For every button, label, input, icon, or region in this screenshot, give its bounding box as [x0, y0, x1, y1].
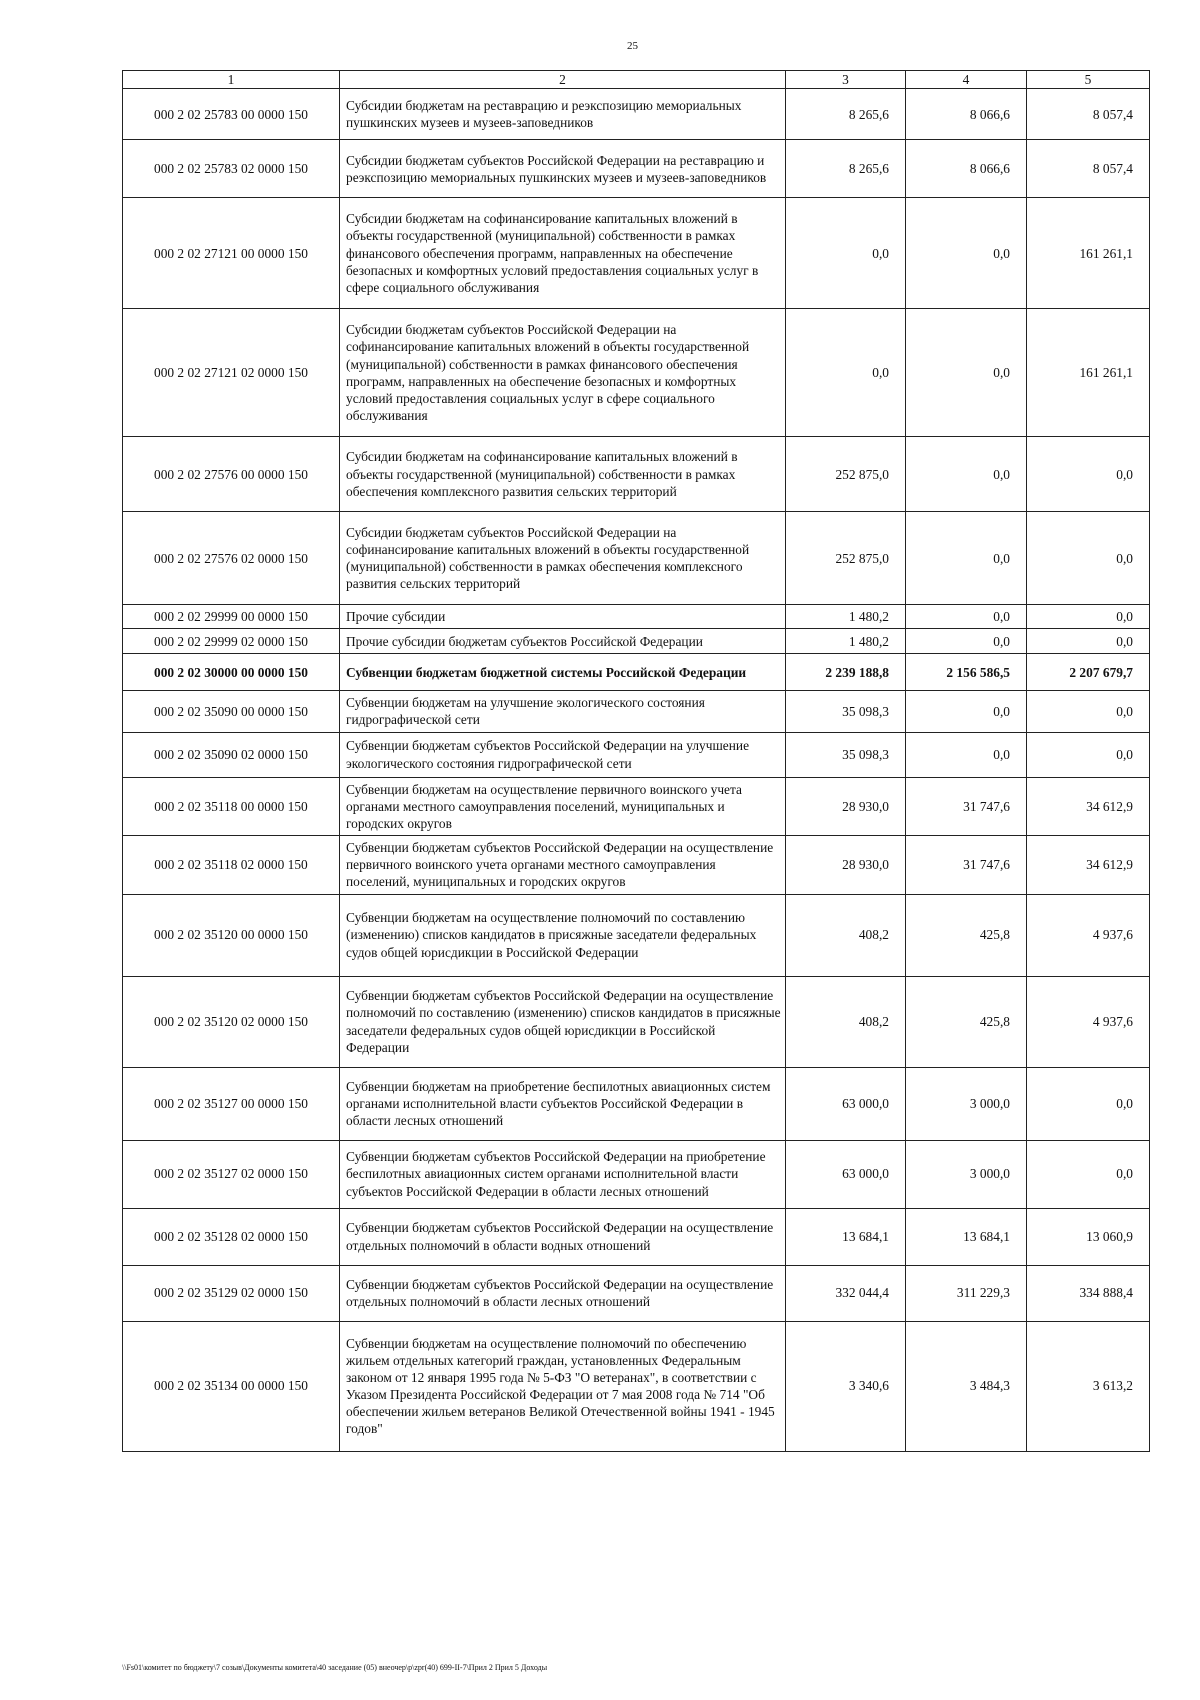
- row-code: 000 2 02 35120 02 0000 150: [123, 976, 340, 1067]
- header-col-1: 1: [123, 71, 340, 89]
- table-row: [123, 512, 1150, 605]
- row-code: 000 2 02 29999 02 0000 150: [123, 629, 340, 654]
- row-code: 000 2 02 35127 00 0000 150: [123, 1067, 340, 1140]
- row-code: 000 2 02 35120 00 0000 150: [123, 894, 340, 976]
- footer-file-path: \\Fs01\комитет по бюджету\7 созыв\Документы комитета\40 заседание (05) внеочер\р\zpr(40) 699-II-7\Прил 2 Прил 5 Доходы: [122, 1663, 548, 1672]
- header-col-2: 2: [340, 71, 786, 89]
- row-code: 000 2 02 30000 00 0000 150: [123, 654, 340, 691]
- row-value-col4: 2 156 586,5: [906, 654, 1027, 691]
- row-value-col5: 334 888,4: [1027, 1265, 1150, 1321]
- row-value-col5: 0,0: [1027, 629, 1150, 654]
- table-row: [123, 1067, 1150, 1140]
- row-value-col4: 3 000,0: [906, 1067, 1027, 1140]
- row-value-col5: 161 261,1: [1027, 198, 1150, 309]
- table-row: [123, 1140, 1150, 1208]
- row-value-col4: 13 684,1: [906, 1208, 1027, 1265]
- row-value-col5: 34 612,9: [1027, 836, 1150, 894]
- row-name: Субвенции бюджетам на осуществление полномочий по обеспечению жильем отдельных категорий граждан, установленных Федеральным законом от 12 января 1995 года № 5-ФЗ "О ветеранах", в соответствии с Указом Президента Российской Федерации от 7 мая 2008 года № 714 "Об обеспечении жильем ветеранов Великой Отечественной войны 1941 - 1945 годов": [340, 1321, 786, 1451]
- row-value-col4: 8 066,6: [906, 89, 1027, 140]
- row-code: 000 2 02 35090 00 0000 150: [123, 691, 340, 732]
- row-value-col4: 0,0: [906, 437, 1027, 512]
- table-row: [123, 89, 1150, 140]
- row-value-col3: 28 930,0: [786, 836, 906, 894]
- table-row: [123, 654, 1150, 691]
- row-value-col4: 0,0: [906, 732, 1027, 777]
- row-value-col5: 13 060,9: [1027, 1208, 1150, 1265]
- row-code: 000 2 02 27576 00 0000 150: [123, 437, 340, 512]
- row-value-col3: 63 000,0: [786, 1140, 906, 1208]
- row-value-col4: 311 229,3: [906, 1265, 1027, 1321]
- row-value-col5: 0,0: [1027, 605, 1150, 629]
- row-name: Субсидии бюджетам на софинансирование капитальных вложений в объекты государственной (муниципальной) собственности в рамках финансового обеспечения программ, направленных на обеспечение безопасных и комфортных условий предоставления социальных услуг в сфере социального обслуживания: [340, 198, 786, 309]
- row-value-col5: 34 612,9: [1027, 777, 1150, 835]
- row-code: 000 2 02 27121 00 0000 150: [123, 198, 340, 309]
- row-value-col5: 8 057,4: [1027, 140, 1150, 198]
- row-value-col3: 408,2: [786, 976, 906, 1067]
- row-value-col5: 3 613,2: [1027, 1321, 1150, 1451]
- row-value-col4: 8 066,6: [906, 140, 1027, 198]
- row-value-col4: 0,0: [906, 309, 1027, 437]
- row-value-col4: 3 000,0: [906, 1140, 1027, 1208]
- row-value-col3: 252 875,0: [786, 437, 906, 512]
- row-value-col5: 161 261,1: [1027, 309, 1150, 437]
- row-value-col5: 0,0: [1027, 691, 1150, 732]
- row-value-col4: 31 747,6: [906, 777, 1027, 835]
- row-name: Субвенции бюджетам субъектов Российской Федерации на осуществление отдельных полномочий в области лесных отношений: [340, 1265, 786, 1321]
- row-code: 000 2 02 29999 00 0000 150: [123, 605, 340, 629]
- row-name: Субвенции бюджетам субъектов Российской Федерации на осуществление первичного воинского учета органами местного самоуправления поселений, муниципальных и городских округов: [340, 836, 786, 894]
- row-name: Субвенции бюджетам субъектов Российской Федерации на улучшение экологического состояния гидрографической сети: [340, 732, 786, 777]
- table-row: [123, 140, 1150, 198]
- row-value-col3: 8 265,6: [786, 140, 906, 198]
- table-row: [123, 629, 1150, 654]
- header-col-5: 5: [1027, 71, 1150, 89]
- row-name: Субвенции бюджетам бюджетной системы Российской Федерации: [340, 654, 786, 691]
- row-value-col4: 0,0: [906, 629, 1027, 654]
- row-value-col3: 35 098,3: [786, 732, 906, 777]
- row-code: 000 2 02 35128 02 0000 150: [123, 1208, 340, 1265]
- row-name: Субвенции бюджетам субъектов Российской Федерации на осуществление отдельных полномочий в области водных отношений: [340, 1208, 786, 1265]
- row-value-col4: 31 747,6: [906, 836, 1027, 894]
- row-value-col3: 1 480,2: [786, 629, 906, 654]
- row-code: 000 2 02 35127 02 0000 150: [123, 1140, 340, 1208]
- row-value-col5: 2 207 679,7: [1027, 654, 1150, 691]
- row-value-col4: 0,0: [906, 605, 1027, 629]
- row-code: 000 2 02 27576 02 0000 150: [123, 512, 340, 605]
- revenue-table: [122, 70, 1150, 1452]
- row-value-col5: 0,0: [1027, 437, 1150, 512]
- row-code: 000 2 02 25783 00 0000 150: [123, 89, 340, 140]
- table-row: [123, 732, 1150, 777]
- row-value-col4: 3 484,3: [906, 1321, 1027, 1451]
- row-value-col4: 425,8: [906, 976, 1027, 1067]
- column-number-header: [123, 71, 1150, 89]
- row-value-col5: 0,0: [1027, 732, 1150, 777]
- row-value-col3: 8 265,6: [786, 89, 906, 140]
- row-name: Прочие субсидии: [340, 605, 786, 629]
- row-name: Субвенции бюджетам на осуществление первичного воинского учета органами местного самоуправления поселений, муниципальных и городских округов: [340, 777, 786, 835]
- row-value-col3: 332 044,4: [786, 1265, 906, 1321]
- row-code: 000 2 02 35090 02 0000 150: [123, 732, 340, 777]
- row-name: Субсидии бюджетам на софинансирование капитальных вложений в объекты государственной (муниципальной) собственности в рамках обеспечения комплексного развития сельских территорий: [340, 437, 786, 512]
- table-row: [123, 198, 1150, 309]
- row-value-col5: 0,0: [1027, 1067, 1150, 1140]
- table-row: [123, 309, 1150, 437]
- row-name: Субвенции бюджетам на приобретение беспилотных авиационных систем органами исполнительной власти субъектов Российской Федерации в области лесных отношений: [340, 1067, 786, 1140]
- row-name: Субсидии бюджетам на реставрацию и реэкспозицию мемориальных пушкинских музеев и музеев-заповедников: [340, 89, 786, 140]
- table-row: [123, 691, 1150, 732]
- row-value-col3: 1 480,2: [786, 605, 906, 629]
- row-code: 000 2 02 35129 02 0000 150: [123, 1265, 340, 1321]
- row-value-col3: 2 239 188,8: [786, 654, 906, 691]
- row-code: 000 2 02 35118 00 0000 150: [123, 777, 340, 835]
- row-name: Субвенции бюджетам субъектов Российской Федерации на осуществление полномочий по составлению (изменению) списков кандидатов в присяжные заседатели федеральных судов общей юрисдикции в Российской Федерации: [340, 976, 786, 1067]
- row-code: 000 2 02 35118 02 0000 150: [123, 836, 340, 894]
- row-value-col4: 425,8: [906, 894, 1027, 976]
- row-value-col5: 4 937,6: [1027, 894, 1150, 976]
- row-value-col4: 0,0: [906, 512, 1027, 605]
- table-row: [123, 777, 1150, 835]
- table-row: [123, 976, 1150, 1067]
- row-value-col3: 0,0: [786, 309, 906, 437]
- row-name: Субсидии бюджетам субъектов Российской Федерации на реставрацию и реэкспозицию мемориальных пушкинских музеев и музеев-заповедников: [340, 140, 786, 198]
- row-value-col3: 3 340,6: [786, 1321, 906, 1451]
- row-name: Субсидии бюджетам субъектов Российской Федерации на софинансирование капитальных вложений в объекты государственной (муниципальной) собственности в рамках обеспечения комплексного развития сельских территорий: [340, 512, 786, 605]
- header-col-3: 3: [786, 71, 906, 89]
- table-row: [123, 894, 1150, 976]
- row-value-col5: 8 057,4: [1027, 89, 1150, 140]
- row-value-col5: 0,0: [1027, 512, 1150, 605]
- table-row: [123, 437, 1150, 512]
- row-value-col3: 408,2: [786, 894, 906, 976]
- row-value-col3: 63 000,0: [786, 1067, 906, 1140]
- page-number: 25: [627, 40, 638, 52]
- row-name: Субвенции бюджетам субъектов Российской Федерации на приобретение беспилотных авиационных систем органами исполнительной власти субъектов Российской Федерации в области лесных отношений: [340, 1140, 786, 1208]
- header-col-4: 4: [906, 71, 1027, 89]
- row-value-col3: 0,0: [786, 198, 906, 309]
- row-code: 000 2 02 27121 02 0000 150: [123, 309, 340, 437]
- table-row: [123, 1321, 1150, 1451]
- row-value-col3: 28 930,0: [786, 777, 906, 835]
- row-code: 000 2 02 25783 02 0000 150: [123, 140, 340, 198]
- table-row: [123, 1265, 1150, 1321]
- table-body: [123, 89, 1150, 1451]
- row-value-col3: 13 684,1: [786, 1208, 906, 1265]
- row-name: Субвенции бюджетам на осуществление полномочий по составлению (изменению) списков кандидатов в присяжные заседатели федеральных судов общей юрисдикции в Российской Федерации: [340, 894, 786, 976]
- row-value-col3: 252 875,0: [786, 512, 906, 605]
- table-row: [123, 836, 1150, 894]
- row-name: Субвенции бюджетам на улучшение экологического состояния гидрографической сети: [340, 691, 786, 732]
- row-name: Субсидии бюджетам субъектов Российской Федерации на софинансирование капитальных вложений в объекты государственной (муниципальной) собственности в рамках финансового обеспечения программ, направленных на обеспечение безопасных и комфортных условий предоставления социальных услуг в сфере социального обслуживания: [340, 309, 786, 437]
- table-row: [123, 1208, 1150, 1265]
- row-value-col4: 0,0: [906, 198, 1027, 309]
- row-value-col5: 0,0: [1027, 1140, 1150, 1208]
- row-value-col4: 0,0: [906, 691, 1027, 732]
- table-row: [123, 605, 1150, 629]
- row-code: 000 2 02 35134 00 0000 150: [123, 1321, 340, 1451]
- row-value-col5: 4 937,6: [1027, 976, 1150, 1067]
- row-name: Прочие субсидии бюджетам субъектов Российской Федерации: [340, 629, 786, 654]
- row-value-col3: 35 098,3: [786, 691, 906, 732]
